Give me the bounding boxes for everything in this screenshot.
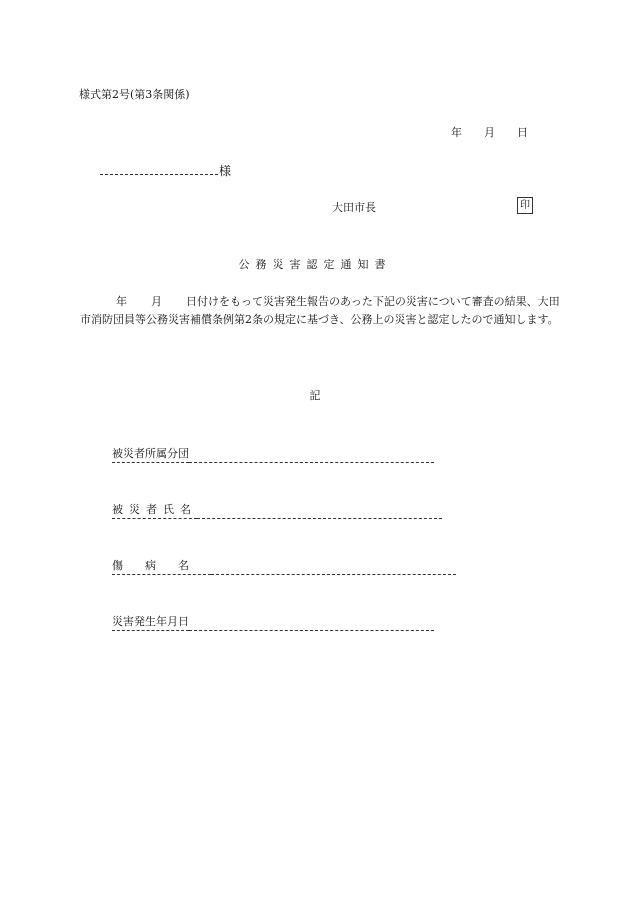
- field-label-victim-unit: 被災者所属分団: [112, 445, 189, 463]
- field-label-victim-name: 被災者氏名: [112, 501, 197, 519]
- field-blank-injury-name: [211, 562, 456, 575]
- date-line: [451, 124, 528, 140]
- date-day-label: 日: [517, 126, 528, 139]
- body-month-label: 月: [151, 295, 162, 308]
- field-victim-name: [112, 501, 442, 519]
- body-year-label: 年: [116, 295, 127, 308]
- addressee-blank: [100, 164, 218, 175]
- body-text: 日付けをもって災害発生報告のあった下記の災害について審査の結果、大田市消防団員等公務災害補償条例第2条の規定に基づき、公務上の災害と認定したので通知します。: [80, 295, 560, 326]
- seal-mark: 印: [517, 197, 533, 214]
- document-title: 公務災害認定通知書: [238, 258, 392, 271]
- issuer-name: 大田市長: [332, 201, 376, 214]
- field-blank-victim-unit: [189, 450, 434, 463]
- field-label-accident-date: 災害発生年月日: [112, 613, 189, 631]
- field-injury-name: [112, 557, 456, 575]
- addressee-honorific: 様: [219, 164, 232, 178]
- form-number: 様式第2号(第3条関係): [79, 88, 190, 101]
- field-victim-unit: [112, 445, 434, 463]
- field-label-injury-name: 傷病名: [112, 557, 211, 575]
- notification-body: [80, 293, 560, 329]
- addressee-line: [100, 162, 231, 179]
- field-blank-accident-date: [189, 618, 434, 631]
- field-blank-victim-name: [197, 506, 442, 519]
- ki-heading: 記: [309, 389, 321, 402]
- date-month-label: 月: [484, 126, 495, 139]
- date-year-label: 年: [451, 126, 462, 139]
- field-accident-date: [112, 613, 434, 631]
